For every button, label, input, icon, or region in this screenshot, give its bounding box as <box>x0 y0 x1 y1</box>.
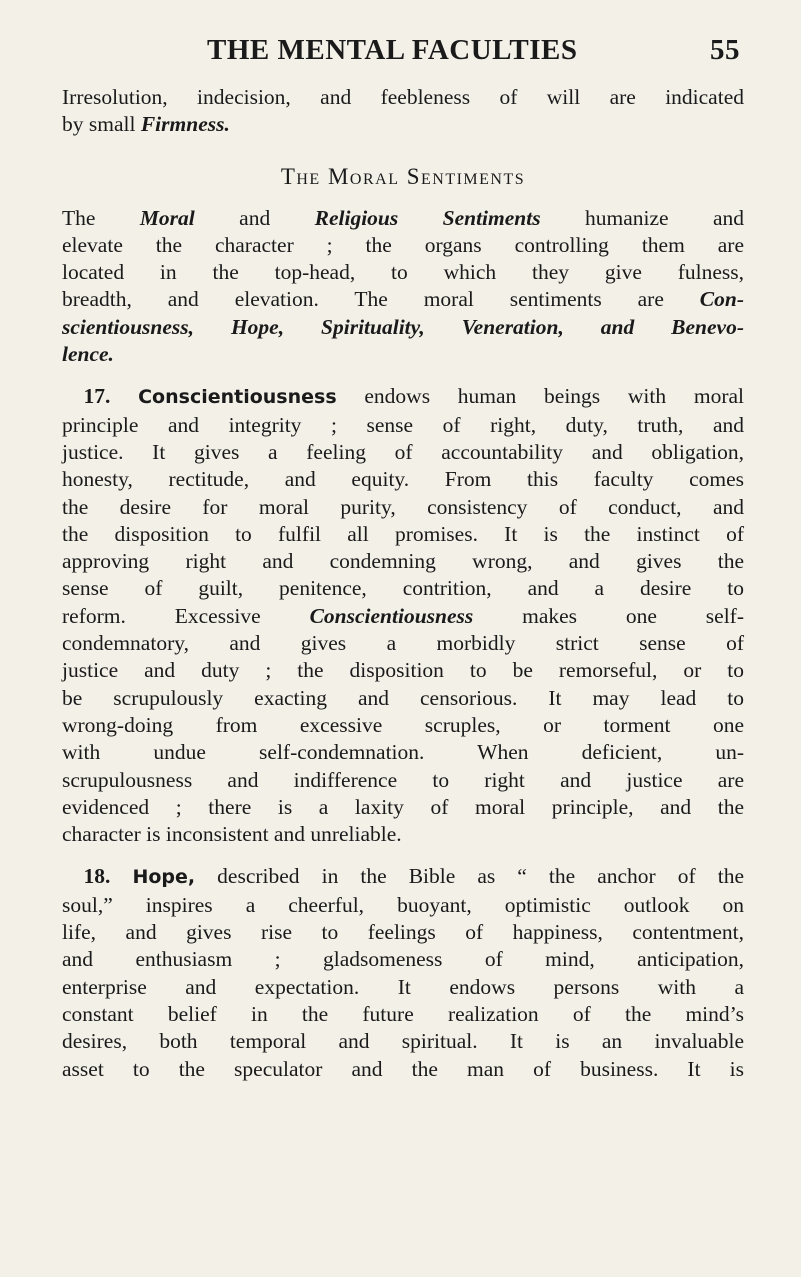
text-line <box>62 111 744 138</box>
text-line <box>62 341 744 368</box>
text-line: condemnatory, and gives a morbidly strict sense of <box>62 631 744 656</box>
text-line: justice and duty ; the disposition to be remorseful, or to <box>62 658 744 683</box>
text-span: The <box>62 205 140 230</box>
text-line: scrupulousness and indifference to right and justice are <box>62 767 744 792</box>
book-page <box>62 30 744 1083</box>
text-line: soul,” inspires a cheerful, buoyant, optimistic outlook on <box>62 892 744 917</box>
italic-term: Moral <box>139 205 195 230</box>
text-line <box>62 383 744 411</box>
italic-term: Conscientiousness <box>309 603 474 628</box>
text-line: evidenced ; there is a laxity of moral principle, and the <box>62 794 744 819</box>
text-line: honesty, rectitude, and equity. From this faculty comes <box>62 467 744 492</box>
text-span: reform. Excessive <box>62 603 310 628</box>
text-line: asset to the speculator and the man of business. It is <box>62 1056 744 1081</box>
text-span: humanize and <box>540 205 744 230</box>
text-line: constant belief in the future realization of the mind’s <box>62 1001 744 1026</box>
running-head-title: THE MENTAL FACULTIES <box>207 34 578 66</box>
text-line: be scrupulously exacting and censorious. It may lead to <box>62 685 744 710</box>
text-span: breadth, and elevation. The moral sentiments are <box>62 287 700 312</box>
text-line: with undue self-condemnation. When deficient, un- <box>62 740 744 765</box>
text-line: located in the top-head, to which they give fulness, <box>62 260 744 285</box>
text-line: approving right and condemning wrong, and gives the <box>62 549 744 574</box>
italic-term: scientiousness, Hope, Spirituality, Veneration, and Benevo- <box>62 314 744 339</box>
text-line: the desire for moral purity, consistency of conduct, and <box>62 494 744 519</box>
text-line: life, and gives rise to feelings of happiness, contentment, <box>62 920 744 945</box>
faculty-name: Hope, <box>132 866 196 889</box>
page-number: 55 <box>710 34 740 66</box>
text-line <box>62 863 744 891</box>
text-line: sense of guilt, penitence, contrition, and a desire to <box>62 576 744 601</box>
text-span: and <box>194 205 315 230</box>
text-line: enterprise and expectation. It endows persons with a <box>62 974 744 999</box>
text-line <box>62 205 744 232</box>
text-line: justice. It gives a feeling of accountability and obligation, <box>62 439 744 464</box>
moral-sentiments-paragraph <box>62 205 744 369</box>
text-line <box>62 603 744 630</box>
text-line: and enthusiasm ; gladsomeness of mind, anticipation, <box>62 947 744 972</box>
text-line: desires, both temporal and spiritual. It is an invaluable <box>62 1029 744 1054</box>
italic-term: lence. <box>62 342 114 367</box>
text-line: principle and integrity ; sense of right, duty, truth, and <box>62 412 744 437</box>
text-span: endows human beings with moral <box>336 384 744 409</box>
italic-term: Con- <box>699 287 744 312</box>
text-line: character is inconsistent and unreliable. <box>62 822 402 847</box>
text-line <box>62 286 744 313</box>
text-span: by small <box>62 112 141 137</box>
text-line: Irresolution, indecision, and feebleness of will are indicated <box>62 85 744 109</box>
text-line: wrong-doing from excessive scruples, or torment one <box>62 712 744 737</box>
text-line: elevate the character ; the organs controlling them are <box>62 232 744 257</box>
text-line <box>62 314 744 341</box>
text-span: described in the Bible as “ the anchor of the <box>195 864 745 889</box>
paragraph-number: 17. <box>83 384 111 409</box>
text-line: the disposition to fulfil all promises. It is the instinct of <box>62 521 744 546</box>
conscientiousness-paragraph <box>62 383 744 848</box>
italic-term: Firmness. <box>140 112 230 137</box>
italic-term: Religious Sentiments <box>314 205 541 230</box>
faculty-name: Conscientiousness <box>138 386 337 409</box>
intro-paragraph <box>62 84 744 139</box>
paragraph-number: 18. <box>83 864 111 889</box>
running-head <box>62 30 744 74</box>
hope-paragraph <box>62 863 744 1082</box>
text-span: makes one self- <box>473 603 744 628</box>
section-heading: The Moral Sentiments <box>280 163 526 189</box>
